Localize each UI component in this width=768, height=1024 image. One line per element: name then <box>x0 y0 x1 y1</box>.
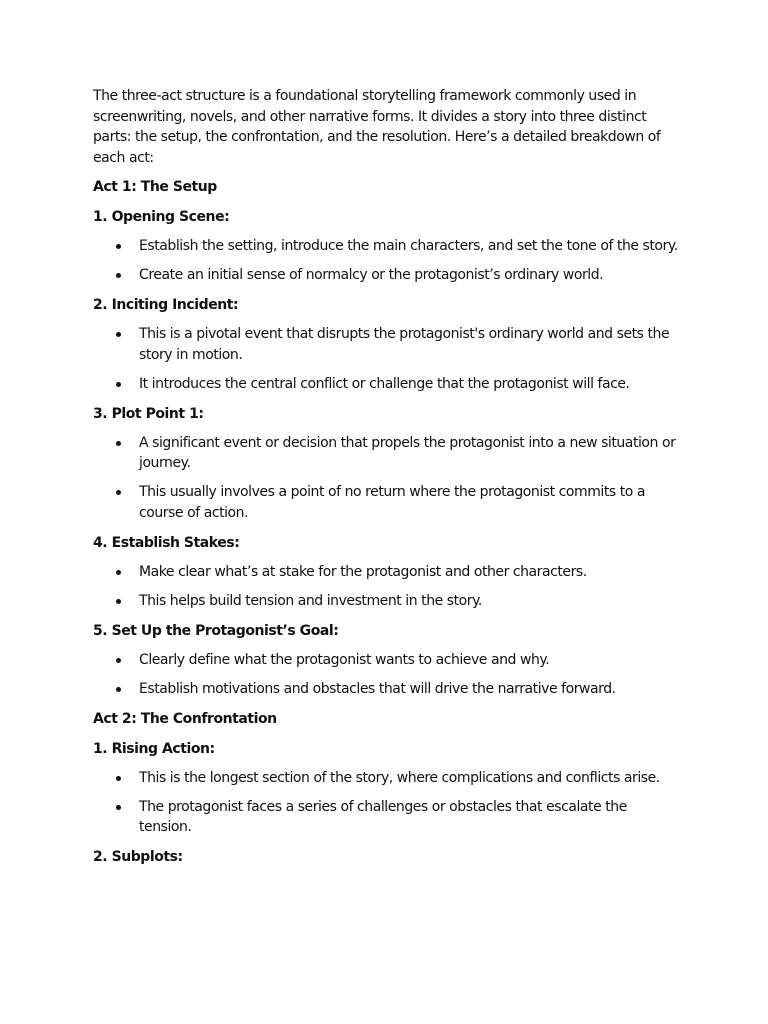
bullet-list <box>93 562 683 612</box>
list-item-text: The protagonist faces a series of challenges or obstacles that escalate the tension. <box>139 798 627 835</box>
item-heading: 1. Opening Scene: <box>93 209 230 225</box>
bullet-icon <box>116 570 121 575</box>
act-heading: Act 2: The Confrontation <box>93 710 277 727</box>
list-item-text: This helps build tension and investment in the story. <box>139 592 482 609</box>
bullet-icon <box>116 490 121 495</box>
bullet-icon <box>116 776 121 781</box>
list-item-text: This is a pivotal event that disrupts the protagonist's ordinary world and sets the story in motion. <box>139 326 670 363</box>
list-item-text: Establish motivations and obstacles that will drive the narrative forward. <box>139 680 616 697</box>
list-item <box>93 650 683 671</box>
list-item <box>93 768 683 789</box>
list-item-text: Establish the setting, introduce the main characters, and set the tone of the story. <box>139 238 678 254</box>
intro-paragraph: The three-act structure is a foundational storytelling framework commonly used in screenwriting, novels, and other narrative forms. It divides a story into three distinct parts: the setup, the confrontation, and the resolution. Here’s a detailed breakdown of each act: <box>93 88 661 166</box>
item-heading: 1. Rising Action: <box>93 740 215 757</box>
list-item-text: Make clear what’s at stake for the protagonist and other characters. <box>139 563 587 580</box>
bullet-icon <box>116 599 121 604</box>
item-heading: 3. Plot Point 1: <box>93 405 204 422</box>
bullet-icon <box>116 332 121 337</box>
bullet-icon <box>116 687 121 692</box>
bullet-icon <box>116 382 121 387</box>
item-heading: 5. Set Up the Protagonist’s Goal: <box>93 622 339 639</box>
document-page <box>93 86 683 876</box>
bullet-list <box>93 650 683 700</box>
bullet-icon <box>116 441 121 446</box>
list-item-text: Create an initial sense of normalcy or the protagonist’s ordinary world. <box>139 267 604 283</box>
list-item-text: It introduces the central conflict or challenge that the protagonist will face. <box>139 375 630 392</box>
item-heading: 2. Inciting Incident: <box>93 297 239 313</box>
list-item <box>93 265 683 286</box>
list-item <box>93 324 683 365</box>
list-item-text: This is the longest section of the story, where complications and conflicts arise. <box>139 769 660 786</box>
bullet-list <box>93 768 683 838</box>
bullet-list <box>93 236 683 286</box>
list-item <box>93 562 683 583</box>
list-item <box>93 679 683 700</box>
bullet-icon <box>116 658 121 663</box>
list-item <box>93 236 683 257</box>
list-item <box>93 482 683 523</box>
list-item <box>93 797 683 838</box>
item-heading: 2. Subplots: <box>93 849 183 865</box>
bullet-icon <box>116 273 121 278</box>
item-heading: 4. Establish Stakes: <box>93 534 240 551</box>
list-item <box>93 374 683 395</box>
list-item <box>93 591 683 612</box>
bullet-list <box>93 433 683 524</box>
list-item-text: A significant event or decision that propels the protagonist into a new situation or journey. <box>139 434 676 471</box>
bullet-icon <box>116 244 121 249</box>
bullet-icon <box>116 805 121 810</box>
bullet-list <box>93 324 683 394</box>
act-heading: Act 1: The Setup <box>93 179 217 195</box>
list-item-text: Clearly define what the protagonist wants to achieve and why. <box>139 651 550 668</box>
list-item <box>93 433 683 474</box>
list-item-text: This usually involves a point of no return where the protagonist commits to a course of action. <box>139 484 645 521</box>
